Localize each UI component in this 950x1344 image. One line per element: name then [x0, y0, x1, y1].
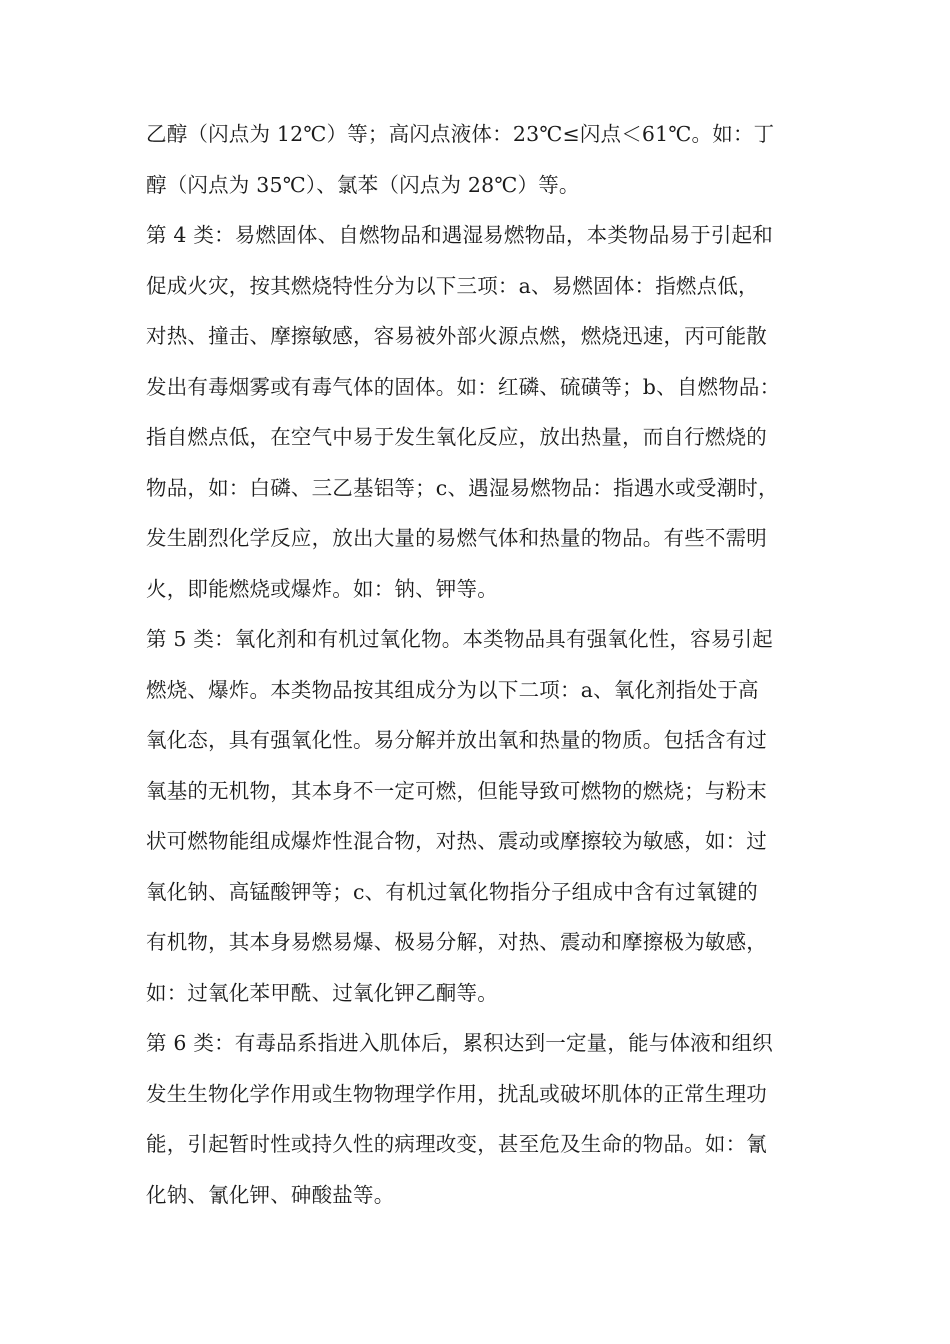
text-line: 发出有毒烟雾或有毒气体的固体。如：红磷、硫磺等；b、自燃物品：: [146, 375, 781, 399]
text-line: 乙醇（闪点为 12℃）等；高闪点液体：23℃≤闪点＜61℃。如：丁: [146, 122, 775, 146]
text-line: 氧化钠、高锰酸钾等；c、有机过氧化物指分子组成中含有过氧键的: [146, 880, 758, 904]
text-line: 能，引起暂时性或持久性的病理改变，甚至危及生命的物品。如：氰: [146, 1132, 767, 1156]
text-line: 氧化态，具有强氧化性。易分解并放出氧和热量的物质。包括含有过: [146, 728, 767, 752]
text-line: 物品，如：白磷、三乙基铝等；c、遇湿易燃物品：指遇水或受潮时，: [146, 476, 779, 500]
text-line: 对热、撞击、摩擦敏感，容易被外部火源点燃，燃烧迅速，丙可能散: [146, 324, 767, 348]
text-line: 燃烧、爆炸。本类物品按其组成分为以下二项：a、氧化剂指处于高: [146, 678, 759, 702]
text-line: 促成火灾，按其燃烧特性分为以下三项：a、易燃固体：指燃点低，: [146, 274, 759, 298]
text-line: 第 4 类：易燃固体、自燃物品和遇湿易燃物品，本类物品易于引起和: [146, 223, 773, 247]
text-line: 化钠、氰化钾、砷酸盐等。: [146, 1183, 395, 1207]
text-line: 醇（闪点为 35℃）、氯苯（闪点为 28℃）等。: [146, 173, 580, 197]
text-line: 发生剧烈化学反应，放出大量的易燃气体和热量的物品。有些不需明: [146, 526, 767, 550]
text-line: 有机物，其本身易燃易爆、极易分解，对热、震动和摩擦极为敏感，: [146, 930, 767, 954]
text-line: 氧基的无机物，其本身不一定可燃，但能导致可燃物的燃烧；与粉末: [146, 779, 767, 803]
text-line: 发生生物化学作用或生物物理学作用，扰乱或破坏肌体的正常生理功: [146, 1082, 767, 1106]
text-line: 如：过氧化苯甲酰、过氧化钾乙酮等。: [146, 981, 498, 1005]
text-line: 第 6 类：有毒品系指进入肌体后，累积达到一定量，能与体液和组织: [146, 1031, 773, 1055]
text-line: 状可燃物能组成爆炸性混合物，对热、震动或摩擦较为敏感，如：过: [146, 829, 767, 853]
text-line: 第 5 类：氧化剂和有机过氧化物。本类物品具有强氧化性，容易引起: [146, 627, 773, 651]
text-line: 指自燃点低，在空气中易于发生氧化反应，放出热量，而自行燃烧的: [146, 425, 767, 449]
text-line: 火，即能燃烧或爆炸。如：钠、钾等。: [146, 577, 498, 601]
